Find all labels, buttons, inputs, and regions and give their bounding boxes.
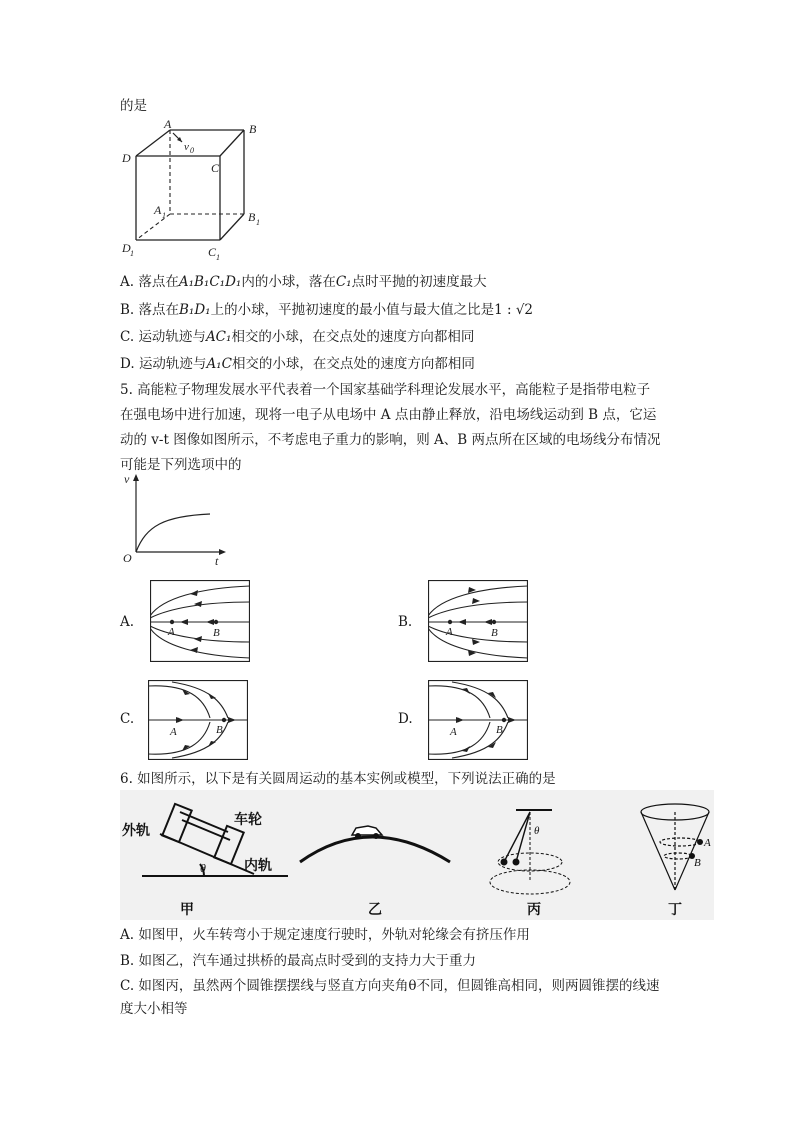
svg-text:B: B bbox=[491, 627, 498, 639]
label-ding: 丁 bbox=[668, 903, 682, 918]
cube-label-d1: D bbox=[122, 241, 131, 255]
vt-axis-v: v bbox=[124, 472, 130, 486]
svg-text:B: B bbox=[216, 724, 223, 736]
label-outer-rail: 外轨 bbox=[122, 824, 150, 839]
field-diagram-d bbox=[428, 680, 528, 760]
q4-option-c: C. 运动轨迹与AC₁相交的小球，在交点处的速度方向都相同 bbox=[120, 329, 475, 345]
field-diagram-a bbox=[150, 580, 250, 662]
q4-option-d: D. 运动轨迹与A₁C相交的小球，在交点处的速度方向都相同 bbox=[120, 356, 475, 372]
cube-label-b1: B bbox=[248, 210, 256, 224]
q4-stem-tail: 的是 bbox=[120, 98, 147, 114]
circular-motion-figures bbox=[120, 790, 714, 920]
svg-text:1: 1 bbox=[130, 249, 134, 258]
svg-text:1: 1 bbox=[256, 218, 260, 227]
field-option-c-label: C. bbox=[120, 711, 135, 727]
label-jia: 甲 bbox=[180, 903, 194, 918]
cone-label-b: B bbox=[694, 857, 701, 869]
svg-text:0: 0 bbox=[190, 146, 194, 155]
cone-label-a: A bbox=[704, 837, 711, 849]
label-wheel: 车轮 bbox=[234, 813, 262, 828]
svg-text:1: 1 bbox=[216, 253, 220, 262]
q6-stem: 6. 如图所示，以下是有关圆周运动的基本实例或模型，下列说法正确的是 bbox=[120, 771, 556, 787]
vt-curve bbox=[136, 514, 210, 552]
svg-text:θ: θ bbox=[534, 825, 540, 837]
q5-stem-line-4: 可能是下列选项中的 bbox=[120, 457, 242, 473]
q5-stem-line-2: 在强电场中进行加速，现将一电子从电场中 A 点由静止释放，沿电场线运动到 B 点，它运 bbox=[120, 407, 657, 423]
svg-text:A: A bbox=[446, 626, 453, 638]
field-option-a-label: A. bbox=[120, 614, 135, 630]
q5-stem-line-1: 5. 高能粒子物理发展水平代表着一个国家基础学科理论发展水平，高能粒子是指带电粒子 bbox=[120, 382, 651, 398]
field-option-d-label: D. bbox=[398, 711, 413, 727]
q6-option-b: B. 如图乙，汽车通过拱桥的最高点时受到的支持力大于重力 bbox=[120, 953, 477, 969]
field-diagram-b bbox=[428, 580, 528, 662]
label-inner-rail: 内轨 bbox=[244, 859, 272, 874]
cube-label-a1: A bbox=[154, 203, 162, 217]
cube-diagram bbox=[118, 118, 268, 263]
svg-text:A: A bbox=[170, 726, 177, 738]
cube-label-c: C bbox=[211, 161, 220, 175]
cube-label-c1: C bbox=[208, 245, 217, 259]
q4-option-b: B. 落点在B₁D₁上的小球，平抛初速度的最小值与最大值之比是1 : √2 bbox=[120, 302, 534, 318]
svg-text:B: B bbox=[496, 724, 503, 736]
vt-origin: O bbox=[123, 551, 132, 565]
q4-option-a: A. 落点在A₁B₁C₁D₁内的小球，落在C₁点时平抛的初速度最大 bbox=[120, 274, 487, 290]
label-yi: 乙 bbox=[368, 903, 382, 918]
vt-graph bbox=[118, 470, 228, 568]
vt-axis-t: t bbox=[215, 554, 219, 568]
svg-text:A: A bbox=[168, 626, 175, 638]
q6-option-c-cont: 度大小相等 bbox=[120, 1001, 188, 1017]
svg-text:1: 1 bbox=[162, 211, 166, 220]
v0-label: v bbox=[184, 141, 189, 153]
cube-label-b: B bbox=[249, 122, 257, 136]
svg-text:A: A bbox=[450, 726, 457, 738]
label-bing: 丙 bbox=[527, 903, 541, 918]
cube-label-a: A bbox=[164, 118, 172, 131]
label-theta: θ bbox=[200, 861, 206, 875]
q6-option-a: A. 如图甲，火车转弯小于规定速度行驶时，外轨对轮缘会有挤压作用 bbox=[120, 927, 530, 943]
svg-text:B: B bbox=[213, 627, 220, 639]
cube-label-d: D bbox=[122, 151, 131, 165]
field-option-b-label: B. bbox=[398, 614, 413, 630]
q5-stem-line-3: 动的 v-t 图像如图所示，不考虑电子重力的影响，则 A、B 两点所在区域的电场线分布情况 bbox=[120, 432, 661, 448]
q6-option-c: C. 如图丙，虽然两个圆锥摆摆线与竖直方向夹角θ不同，但圆锥高相同，则两圆锥摆的线速 bbox=[120, 978, 660, 994]
field-diagram-c bbox=[148, 680, 248, 760]
